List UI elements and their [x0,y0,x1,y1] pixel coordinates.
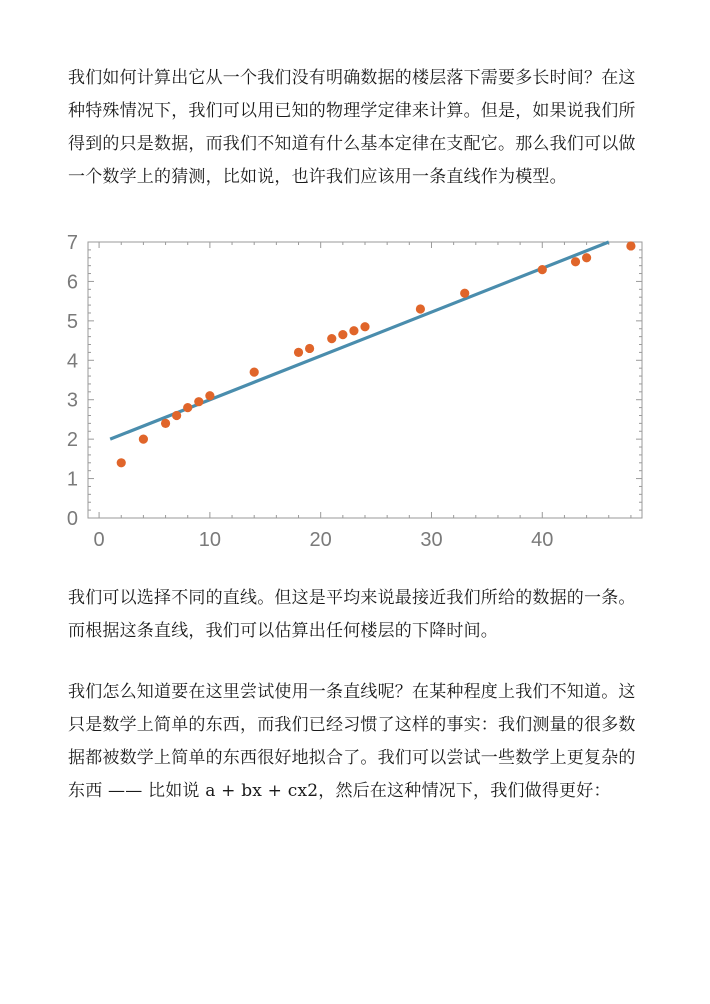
y-tick-label: 0 [66,508,78,530]
y-tick-label: 5 [66,310,78,333]
paragraph-intro: 我们如何计算出它从一个我们没有明确数据的楼层落下需要多长时间？在这种特殊情况下，我们可以用已知的物理学定律来计算。但是，如果说我们所得到的只是数据，而我们不知道有什么基本定律在支配它。那么我们可以做一个数学上的猜测，比如说，也许我们应该用一条直线作为模型。 [68,68,636,187]
data-point [294,348,303,357]
data-point [460,289,469,298]
data-point [305,344,314,353]
data-point [172,411,181,420]
paragraph-why-line: 我们怎么知道要在这里尝试使用一条直线呢？在某种程度上我们不知道。这只是数学上简单的东西，而我们已经习惯了这样的事实：我们测量的很多数据都被数学上简单的东西很好地拟合了。我们可以尝试一些数学上更复杂的东西 —— 比如说 a + bx + cx2，然后在这种情况下，我们做得更好： [68,682,636,801]
data-point [360,322,369,331]
data-point [194,397,203,406]
data-point [338,330,347,339]
data-point [250,368,259,377]
y-tick-label: 4 [66,350,78,373]
data-point [205,391,214,400]
y-tick-label: 2 [66,429,78,452]
paragraph-line-choice: 我们可以选择不同的直线。但这是平均来说最接近我们所给的数据的一条。而根据这条直线，我们可以估算出任何楼层的下降时间。 [68,588,636,641]
data-point [327,334,336,343]
y-tick-label: 3 [66,389,78,412]
data-point [582,253,591,262]
data-point [538,265,547,274]
x-tick-label: 20 [309,529,332,551]
plot-frame [88,242,642,518]
data-point [183,403,192,412]
data-point [571,257,580,266]
x-tick-label: 0 [93,529,105,551]
y-tick-label: 7 [66,232,78,254]
data-point [416,304,425,313]
y-tick-label: 1 [66,468,78,491]
x-tick-label: 10 [198,529,222,551]
data-point [117,458,126,467]
y-tick-label: 6 [66,271,78,294]
axis-ticks [67,232,642,551]
scatter-chart [56,228,656,558]
data-points [117,241,636,467]
data-point [349,326,358,335]
data-point [626,241,635,250]
x-tick-label: 40 [531,529,554,551]
x-tick-label: 30 [420,529,443,551]
data-point [161,419,170,428]
data-point [139,435,148,444]
